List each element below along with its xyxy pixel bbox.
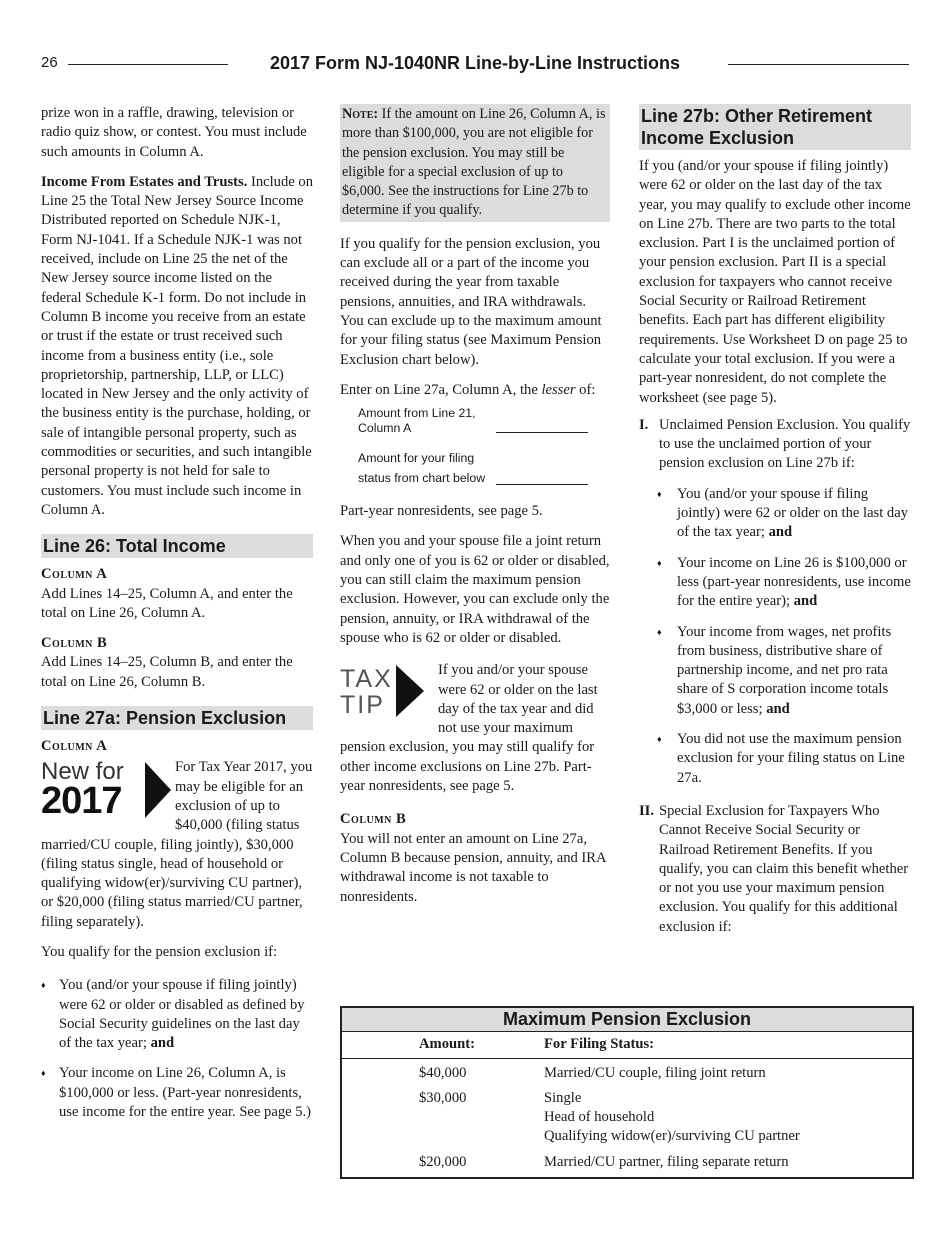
page-title: 2017 Form NJ-1040NR Line-by-Line Instructions bbox=[269, 53, 681, 73]
new-for-2017-logo bbox=[41, 760, 171, 822]
column-right bbox=[639, 104, 911, 948]
amount-cell: $20,000 bbox=[419, 1153, 467, 1170]
estates-paragraph bbox=[41, 173, 313, 520]
amount-header: Amount: bbox=[419, 1036, 475, 1053]
lesser-item-label: Amount for your filing status from chart below bbox=[358, 451, 486, 486]
line27b-intro: If you (and/or your spouse if filing jointly) were 62 or older on the last day of the tax year, you may qualify to exclude other income on Line 27b. There are two parts to the total exclusion. Part I is the unclaimed portion of your pension exclusion. Part II is a special exclusion for taxpayers who cannot receive Social Security or Railroad Retirement benefits. Each part has different eligibility requirements. Use Worksheet D on page 25 to calculate your total exclusion. If you were a part-year nonresident, do not complete the worksheet (see page 5). bbox=[639, 158, 911, 406]
line26-column-b-label: Column B bbox=[41, 635, 108, 652]
entry-blank bbox=[496, 431, 588, 433]
part1-numeral: I. bbox=[639, 416, 649, 433]
page-number: 26 bbox=[41, 54, 58, 71]
line27a-heading: Line 27a: Pension Exclusion bbox=[41, 706, 313, 730]
amount-cell: $30,000 bbox=[419, 1089, 467, 1106]
joint-return-paragraph: When you and your spouse file a joint return and only one of you is 62 or older or disabled, you can still claim the maximum pension exclusion. However, you can exclude only the pension, annuity, or IRA withdrawal of the spouse who is 62 or older or disabled. bbox=[340, 533, 610, 646]
lesser-item-line21 bbox=[358, 406, 610, 436]
qualify-list bbox=[41, 976, 313, 1122]
qualify-intro: You qualify for the pension exclusion if: bbox=[41, 943, 278, 960]
line26-column-a-text: Add Lines 14–25, Column A, and enter the total on Line 26, Column A. bbox=[41, 585, 293, 621]
table-header bbox=[342, 1032, 912, 1058]
table-row bbox=[342, 1059, 912, 1086]
part2-text: Special Exclusion for Taxpayers Who Cannot Receive Social Security or Railroad Retirement Benefits. If you qualify, you can claim this benefit whether or not you use your maximum pension exclusion. You qualify for this additional exclusion if: bbox=[659, 802, 909, 935]
lesser-item-filing-status bbox=[358, 448, 610, 488]
list-item: ♦ Your income on Line 26, Column A, is $100,000 or less. (Part-year nonresidents, use income for the entire year. See page 5.) bbox=[41, 1064, 313, 1122]
line27a-column-a-label: Column A bbox=[41, 738, 108, 755]
list-item: ♦ Your income on Line 26 is $100,000 or less (part-year nonresidents, use income for the entire year); and bbox=[639, 554, 911, 612]
tax-tip-logo bbox=[340, 665, 434, 723]
estates-body: Include on Line 25 the Total New Jersey Source Income Distributed reported on Schedule NJK-1, Form NJ-1041. If a Schedule NJK-1 was not received, include on Line 25 the net of the New Jersey source income listed on the federal Schedule K-1 form. Do not include in Column B income you receive from an estate or trust if the estate or trust received such income from a business entity (i.e., sole proprietorship, partnership, LLP, or LLC) located in New Jersey and the only activity of the business entity is the purchase, holding, or sale of intangible personal property, such as commodities or securities, and such intangible personal property is not held for sale to customers. You must include such income in Column A. bbox=[41, 173, 313, 518]
line27b-heading: Line 27b: Other Retirement Income Exclusion bbox=[639, 104, 911, 150]
part-year-note: Part-year nonresidents, see page 5. bbox=[340, 503, 543, 520]
status-cell: Married/CU partner, filing separate return bbox=[544, 1153, 789, 1170]
status-cell: Married/CU couple, filing joint return bbox=[544, 1064, 766, 1081]
tax-tip-bottom: TIP bbox=[340, 691, 385, 720]
entry-blank bbox=[496, 483, 588, 485]
line26-heading: Line 26: Total Income bbox=[41, 534, 313, 558]
list-item: ♦ You did not use the maximum pension exclusion for your filing status on Line 27a. bbox=[639, 730, 911, 788]
qualify-paragraph: If you qualify for the pension exclusion, you can exclude all or a part of the income you received during the year from taxable pensions, annuities, and IRA withdrawals. You can exclude up to the maximum amount for your filing status (see Maximum Pension Exclusion chart below). bbox=[340, 235, 602, 368]
table-row bbox=[342, 1150, 912, 1177]
line27a-column-b-text: You will not enter an amount on Line 27a, Column B because pension, annuity, and IRA withdrawal income is not taxable to nonresidents. bbox=[340, 830, 606, 905]
line26-column-b-text: Add Lines 14–25, Column B, and enter the total on Line 26, Column B. bbox=[41, 654, 293, 690]
column-left bbox=[41, 104, 313, 1133]
lesser-item-label: Amount from Line 21, Column A bbox=[358, 406, 476, 436]
line26-column-a-label: Column A bbox=[41, 566, 108, 583]
column-middle bbox=[340, 104, 610, 918]
line27a-column-b-label: Column B bbox=[340, 811, 407, 828]
list-item: ♦ You (and/or your spouse if filing jointly) were 62 or older or disabled as defined by Social Security guidelines on the last day of the tax year; and bbox=[41, 976, 313, 1053]
table-row bbox=[342, 1086, 912, 1150]
note-text: If the amount on Line 26, Column A, is more than $100,000, you are not eligible for the pension exclusion. You may still be eligible for a special exclusion of up to $6,000. See the instructions for Line 27b to determine if you qualify. bbox=[342, 106, 606, 219]
part1-item bbox=[639, 416, 911, 474]
part2-numeral: II. bbox=[639, 802, 655, 819]
note-box bbox=[340, 104, 610, 222]
header-rule-right bbox=[728, 64, 909, 65]
arrow-right-icon bbox=[396, 665, 424, 717]
new-for-label: New for bbox=[41, 758, 124, 786]
max-pension-exclusion-table bbox=[340, 1006, 914, 1179]
new-for-year: 2017 bbox=[41, 780, 122, 823]
status-cell: Single Head of household Qualifying widow(er)/surviving CU partner bbox=[544, 1089, 800, 1145]
list-item: ♦ Your income from wages, net profits from business, distributive share of partnership income, and net pro rata share of S corporation income totals $3,000 or less; and bbox=[639, 623, 911, 719]
part1-list bbox=[639, 485, 911, 788]
tax-tip-top: TAX bbox=[340, 665, 393, 694]
part1-text: Unclaimed Pension Exclusion. You qualify to use the unclaimed portion of your pension exclusion on Line 27b if: bbox=[659, 416, 911, 472]
list-item: ♦ You (and/or your spouse if filing jointly) were 62 or older on the last day of the tax year; and bbox=[639, 485, 911, 543]
enter-lesser-paragraph: Enter on Line 27a, Column A, the lesser of: bbox=[340, 381, 596, 398]
arrow-right-icon bbox=[145, 762, 171, 818]
header-rule-left bbox=[68, 64, 228, 65]
estates-lead: Income From Estates and Trusts. bbox=[41, 173, 248, 190]
amount-cell: $40,000 bbox=[419, 1064, 467, 1081]
pension-intro: For Tax Year 2017, you may be eligible for an exclusion of up to $40,000 (filing status married/CU couple, filing jointly), $30,000 (filing status single, head of household or qualifying widow(er)/surviving CU partner), or $20,000 (filing status married/CU partner, filing separately). bbox=[41, 759, 313, 930]
tax-tip-text: If you and/or your spouse were 62 or older on the last day of the tax year and did not use your maximum pension exclusion, you may still qualify for other income exclusions on Line 27b. Part-year nonresidents, see page 5. bbox=[340, 662, 598, 795]
prize-paragraph: prize won in a raffle, drawing, television or radio quiz show, or contest. You must include such amounts in Column A. bbox=[41, 105, 307, 160]
part2-item bbox=[639, 802, 911, 937]
filing-status-header: For Filing Status: bbox=[544, 1036, 655, 1053]
table-title: Maximum Pension Exclusion bbox=[342, 1008, 912, 1032]
note-label: Note: bbox=[342, 106, 379, 122]
